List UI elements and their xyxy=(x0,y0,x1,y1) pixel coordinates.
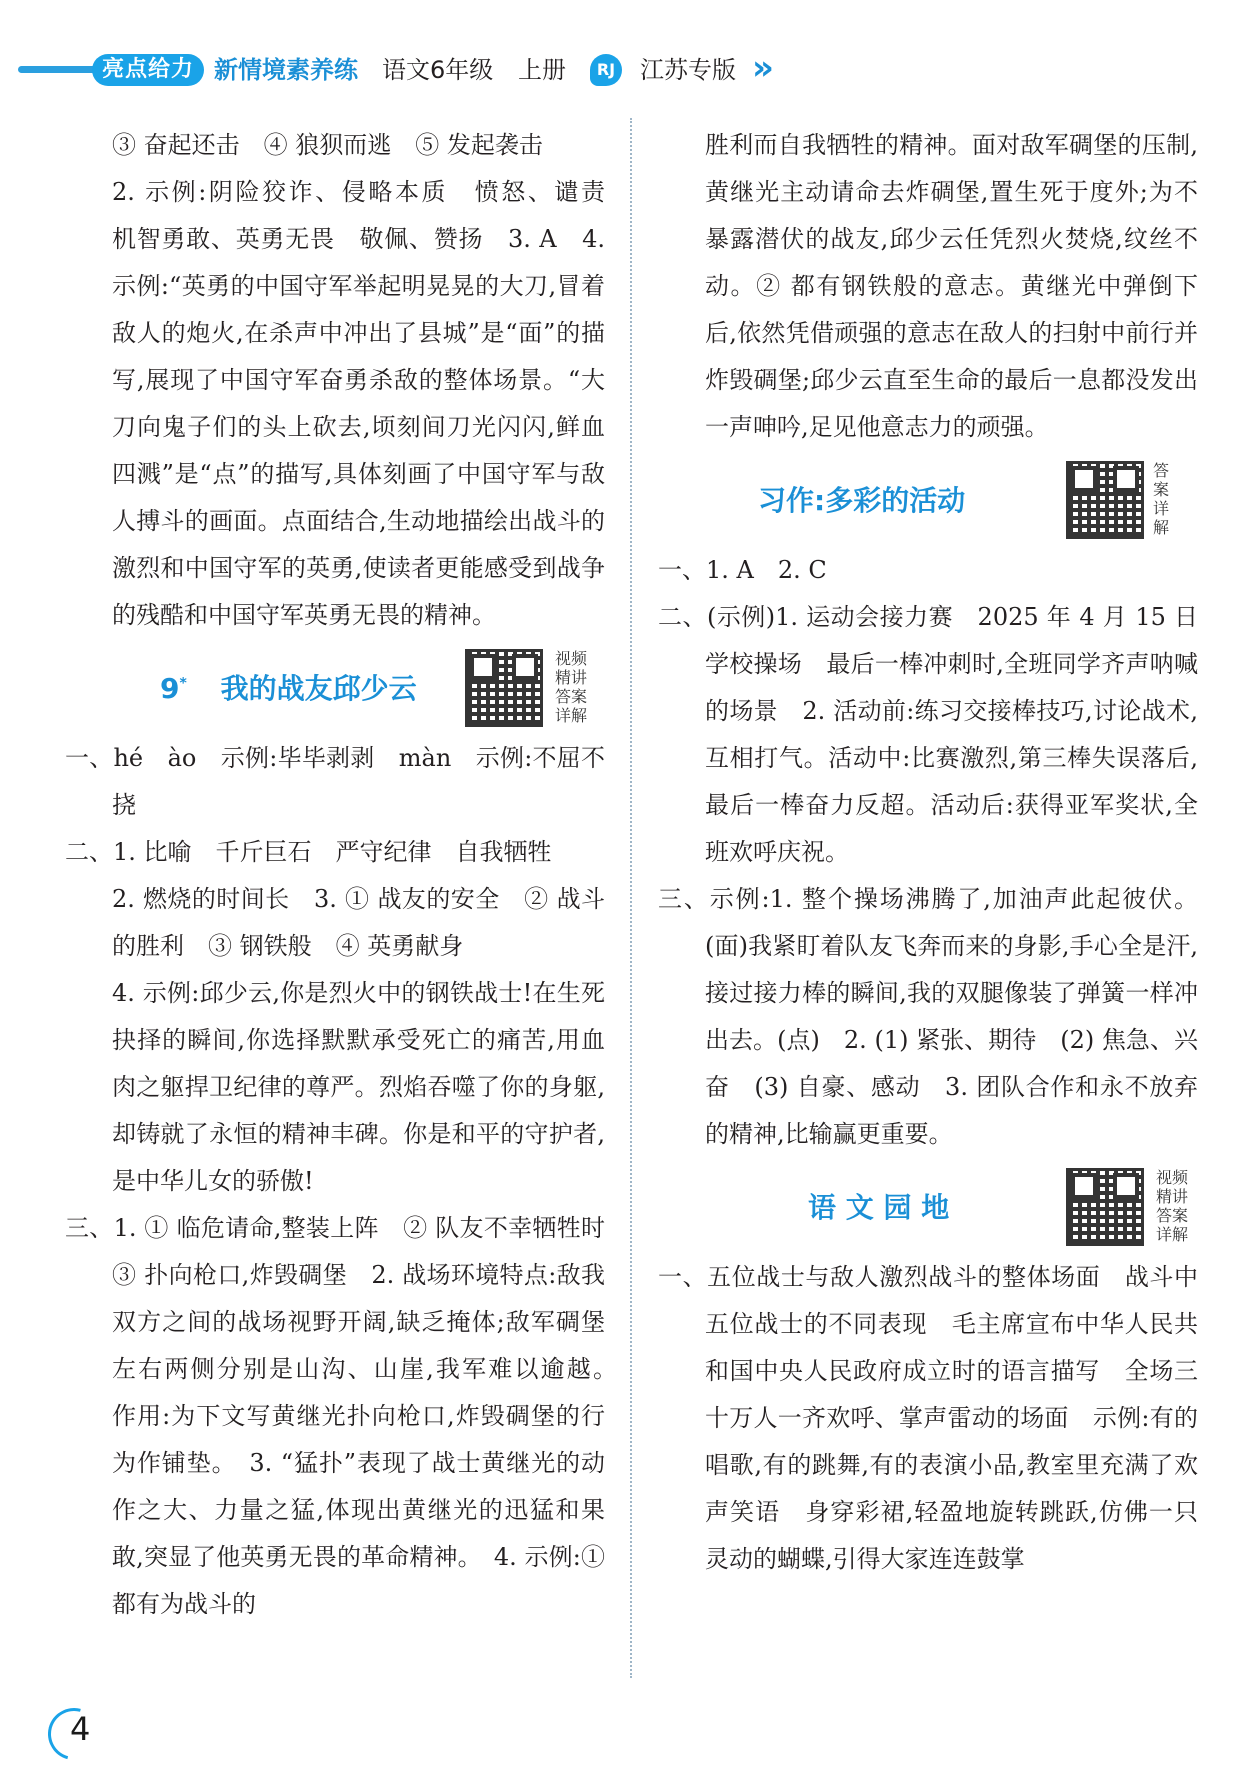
answer-item: 一、hé ào 示例:毕毕剥剥 màn 示例:不屈不挠 xyxy=(65,744,605,819)
lesson-title xyxy=(160,667,417,707)
answer-paragraph: 2. 示例:阴险狡诈、侵略本质 愤怒、谴责 机智勇敢、英勇无畏 敬佩、赞扬 3. A 4. 示例:“英勇的中国守军举起明晃晃的大刀,冒着敌人的炮火,在杀声中冲出了县城”是“面”的描写,展现了中国守军奋勇杀敌的整体场景。“大刀向鬼子们的头上砍去,顷刻间刀光闪闪,鲜血四溅”是“点”的描写,具体刻画了中国守军与敌人搏斗的画面。点面结合,生动地描绘出战斗的激烈和中国守军的英勇,使读者更能感受到战争的残酷和中国守军英勇无畏的精神。 xyxy=(112,178,629,629)
left-column xyxy=(65,122,629,1628)
answer-item: 三、示例:1. 整个操场沸腾了,加油声此起彼伏。(面)我紧盯着队友飞奔而来的身影,手心全是汗,接过接力棒的瞬间,我的双腿像装了弹簧一样冲出去。(点) 2. (1) 紧张、期待 (2) 焦急、兴奋 (3) 自豪、感动 3. 团队合作和永不放弃的精神,比输赢更重要。 xyxy=(658,885,1198,1148)
section-heading-garden xyxy=(658,1168,1198,1248)
right-column xyxy=(658,122,1222,1583)
answer-item: 二、1. 比喻 千斤巨石 严守纪律 自我牺牲 xyxy=(65,838,552,866)
header-accent-bar xyxy=(18,66,98,73)
section-heading-lesson9 xyxy=(65,649,605,729)
qr-caption: 视频精讲答案详解 xyxy=(554,649,587,725)
subject-grade: 语文6年级 xyxy=(382,56,494,84)
lesson-name: 我的战友邱少云 xyxy=(220,672,417,705)
qr-caption: 视频精讲答案详解 xyxy=(1155,1168,1188,1244)
qr-code-icon[interactable] xyxy=(1066,1168,1144,1246)
answer-continued: 胜利而自我牺牲的精神。面对敌军碉堡的压制,黄继光主动请命去炸碉堡,置生死于度外;为不暴露潜伏的战友,邱少云任凭烈火焚烧,纹丝不动。② 都有钢铁般的意志。黄继光中弹倒下后,依然凭借顽强的意志在敌人的扫射中前行并炸毁碉堡;邱少云直至生命的最后一息都没发出一声呻吟,足见他意志力的顽强。 xyxy=(705,131,1198,441)
page-header xyxy=(0,48,1250,92)
section-heading-writing xyxy=(658,461,1198,541)
page-number xyxy=(48,1708,100,1754)
writing-title: 习作:多彩的活动 xyxy=(758,484,966,517)
lesson-number: 9 xyxy=(160,672,180,705)
answer-item: 三、1. ① 临危请命,整装上阵 ② 队友不幸牺牲时 ③ 扑向枪口,炸毁碉堡 2. 战场环境特点:敌我双方之间的战场视野开阔,缺乏掩体;敌军碉堡左右两侧分别是山沟、山崖,我军难以逾越。 作用:为下文写黄继光扑向枪口,炸毁碉堡的行为作铺垫。 3. “猛扑”表现了战士黄继光的动作之大、力量之猛,体现出黄继光的迅猛和果敢,突显了他英勇无畏的革命精神。 4. 示例:① 都有为战斗的 xyxy=(65,1214,629,1618)
column-divider xyxy=(630,118,632,1678)
answer-item: 2. 燃烧的时间长 3. ① 战友的安全 ② 战斗的胜利 ③ 钢铁般 ④ 英勇献身 xyxy=(112,885,605,960)
qr-code-icon[interactable] xyxy=(465,649,543,727)
double-chevron-icon: » xyxy=(752,48,774,88)
garden-title: 语 文 园 地 xyxy=(808,1191,950,1224)
answer-item: 二、(示例)1. 运动会接力赛 2025 年 4 月 15 日 学校操场 最后一棒冲刺时,全班同学齐声呐喊的场景 2. 活动前:练习交接棒技巧,讨论战术,互相打气。活动中:比赛激烈,第三棒失误落后,最后一棒奋力反超。活动后:获得亚军奖状,全班欢呼庆祝。 xyxy=(658,603,1222,866)
region-edition: 江苏专版 xyxy=(640,56,736,84)
volume-label: 上册 xyxy=(518,56,566,84)
optional-lesson-mark: * xyxy=(179,675,187,692)
answer-item: 一、五位战士与敌人激烈战斗的整体场面 战斗中五位战士的不同表现 毛主席宣布中华人民共和国中央人民政府成立时的语言描写 全场三十万人一齐欢呼、掌声雷动的场面 示例:有的唱歌,有的跳舞,有的表演小品,教室里充满了欢声笑语 身穿彩裙,轻盈地旋转跳跃,仿佛一只灵动的蝴蝶,引得大家连连鼓掌 xyxy=(658,1263,1198,1573)
edition-badge: RJ xyxy=(590,54,622,86)
answer-item: 4. 示例:邱少云,你是烈火中的钢铁战士!在生死抉择的瞬间,你选择默默承受死亡的痛苦,用血肉之躯捍卫纪律的尊严。烈焰吞噬了你的身躯,却铸就了永恒的精神丰碑。你是和平的守护者,是中华儿女的骄傲! xyxy=(112,979,605,1195)
brand-badge: 亮点给力 xyxy=(92,54,204,86)
answer-item: 一、1. A 2. C xyxy=(658,556,827,584)
qr-code-icon[interactable] xyxy=(1066,461,1144,539)
series-name: 新情境素养练 xyxy=(214,56,358,84)
answer-line: ③ 奋起还击 ④ 狼狈而逃 ⑤ 发起袭击 xyxy=(112,131,543,159)
page-number-text: 4 xyxy=(70,1710,91,1748)
qr-caption: 答案详解 xyxy=(1152,461,1169,537)
